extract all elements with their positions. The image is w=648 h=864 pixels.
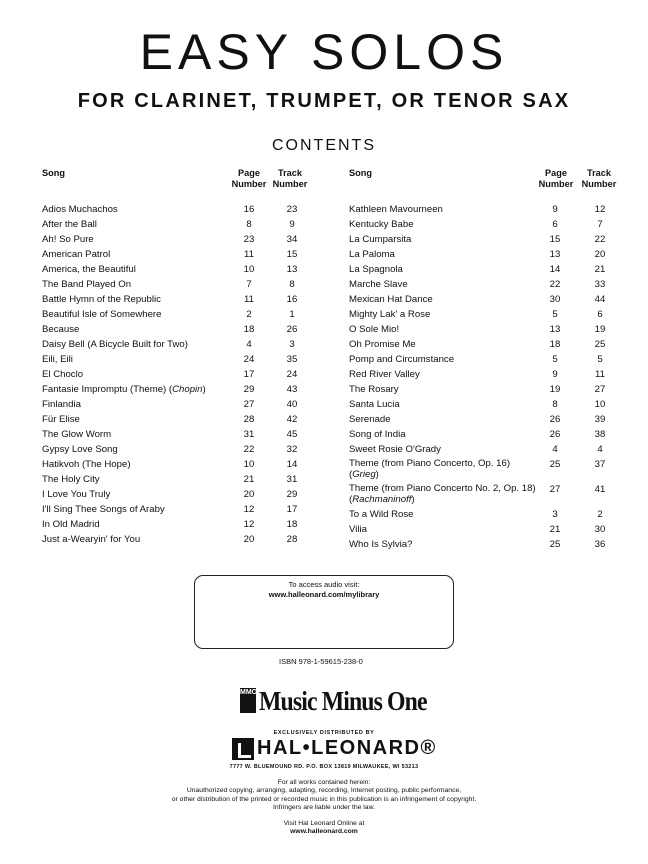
page-number: 30	[549, 294, 561, 305]
song-title: Mexican Hat Dance	[349, 294, 433, 305]
track-number: 27	[594, 384, 606, 395]
page-number: 20	[243, 534, 255, 545]
page-number: 21	[243, 474, 255, 485]
track-number: 30	[594, 524, 606, 535]
hal-leonard-logo-icon	[232, 738, 254, 760]
song-row	[42, 487, 312, 502]
song-row	[349, 337, 619, 352]
song-title: Finlandia	[42, 399, 81, 410]
mmo-logo-text: Music Minus One	[259, 686, 427, 716]
track-number: 13	[286, 264, 298, 275]
song-title: Just a-Wearyin' for You	[42, 534, 141, 545]
song-row	[349, 367, 619, 382]
book-title: EASY SOLOS	[139, 24, 509, 80]
page-number: 4	[552, 444, 558, 455]
track-number: 23	[286, 204, 298, 215]
song-row	[42, 247, 312, 262]
page-number: 13	[549, 249, 561, 260]
track-number: 35	[286, 354, 298, 365]
song-title: Daisy Bell (A Bicycle Built for Two)	[42, 339, 188, 350]
song-title: Who Is Sylvia?	[349, 539, 413, 550]
page-number: 17	[243, 369, 255, 380]
page-number: 20	[243, 489, 255, 500]
song-title: In Old Madrid	[42, 519, 100, 530]
song-title: The Band Played On	[42, 279, 132, 290]
song-row	[349, 397, 619, 412]
page-number: 9	[552, 369, 558, 380]
song-row	[349, 442, 619, 457]
song-title: I Love You Truly	[42, 489, 111, 500]
publisher-address: 7777 W. BLUEMOUND RD. P.O. BOX 13819 MILWAUKEE, WI 53213	[229, 764, 419, 770]
song-title: Oh Promise Me	[349, 339, 416, 350]
song-row	[42, 217, 312, 232]
page-number: 18	[243, 324, 255, 335]
song-title: Beautiful Isle of Somewhere	[42, 309, 162, 320]
page-number: 11	[244, 294, 254, 305]
track-number: 32	[286, 444, 298, 455]
song-row	[42, 382, 312, 397]
audio-access-box	[194, 575, 454, 649]
track-number: 8	[289, 279, 295, 290]
track-number: 9	[289, 219, 295, 230]
song-row	[349, 277, 619, 292]
song-title: Mighty Lak' a Rose	[349, 309, 431, 320]
track-number: 2	[597, 509, 603, 520]
song-row	[349, 292, 619, 307]
page-number-header: Page Number	[538, 168, 574, 189]
page-number: 22	[549, 279, 561, 290]
page-number: 4	[246, 339, 252, 350]
song-row	[42, 292, 312, 307]
page-number: 5	[552, 354, 558, 365]
track-number: 22	[594, 234, 606, 245]
song-row	[349, 217, 619, 232]
distributed-by: EXCLUSIVELY DISTRIBUTED BY	[273, 730, 375, 736]
song-title: The Rosary	[349, 384, 399, 395]
track-number: 45	[286, 429, 298, 440]
song-row	[42, 307, 312, 322]
track-number-header: Track Number	[272, 168, 308, 189]
track-number: 44	[594, 294, 606, 305]
visit-online	[0, 820, 648, 837]
song-title: La Cumparsita	[349, 234, 412, 245]
song-title: Kentucky Babe	[349, 219, 414, 230]
song-title: Pomp and Circumstance	[349, 354, 455, 365]
page-number: 26	[549, 414, 561, 425]
song-row	[42, 457, 312, 472]
hal-leonard-logo	[232, 737, 437, 762]
page-number: 28	[243, 414, 255, 425]
track-number: 24	[286, 369, 298, 380]
song-row	[42, 397, 312, 412]
track-number: 19	[594, 324, 606, 335]
copyright-notice	[0, 779, 648, 812]
song-row	[42, 427, 312, 442]
hal-leonard-logo-text: HAL•LEONARD®	[257, 737, 437, 759]
page-number: 11	[244, 249, 254, 260]
audio-access-text: To access audio visit:	[288, 580, 360, 589]
page-number: 13	[549, 324, 561, 335]
visit-url[interactable]: www.halleonard.com	[290, 828, 358, 836]
song-title: Song of India	[349, 429, 406, 440]
track-number: 34	[286, 234, 298, 245]
page-number: 18	[549, 339, 561, 350]
column-header	[42, 168, 312, 202]
song-title: Because	[42, 324, 80, 335]
track-number: 17	[286, 504, 298, 515]
song-title: American Patrol	[42, 249, 111, 260]
song-row	[42, 367, 312, 382]
page-number: 31	[243, 429, 255, 440]
track-number: 6	[597, 309, 603, 320]
page-number: 29	[243, 384, 255, 395]
page-number: 12	[243, 504, 255, 515]
song-row	[349, 247, 619, 262]
song-row	[42, 412, 312, 427]
track-number: 14	[286, 459, 298, 470]
page-number: 25	[549, 539, 561, 550]
song-title: After the Ball	[42, 219, 97, 230]
track-number: 39	[594, 414, 606, 425]
song-title: O Sole Mio!	[349, 324, 400, 335]
legal-line: Unauthorized copying, arranging, adapting, recording, Internet posting, public performance,	[186, 787, 462, 795]
page-number: 24	[243, 354, 255, 365]
song-title: Ah! So Pure	[42, 234, 94, 245]
song-row	[42, 502, 312, 517]
song-row	[349, 482, 619, 507]
song-title: I'll Sing Thee Songs of Araby	[42, 504, 165, 515]
page-number: 14	[549, 264, 561, 275]
song-title: Theme (from Piano Concerto No. 2, Op. 18) (Rachmaninoff)	[349, 483, 536, 505]
track-number: 33	[594, 279, 606, 290]
track-number: 42	[286, 414, 298, 425]
page-number: 6	[552, 219, 558, 230]
mmo-logo-icon: MMO	[240, 688, 256, 713]
song-title: La Spagnola	[349, 264, 403, 275]
song-row	[349, 382, 619, 397]
track-number: 5	[597, 354, 603, 365]
song-title: Santa Lucia	[349, 399, 400, 410]
page-number: 16	[243, 204, 255, 215]
visit-text: Visit Hal Leonard Online at	[283, 820, 365, 827]
track-number: 1	[289, 309, 295, 320]
song-title: Fantasie Impromptu (Theme) (Chopin)	[42, 384, 206, 395]
song-title: America, the Beautiful	[42, 264, 136, 275]
audio-access-url[interactable]: www.halleonard.com/mylibrary	[268, 590, 380, 599]
page-number: 27	[243, 399, 255, 410]
contents-column-right	[349, 168, 619, 552]
song-row	[42, 517, 312, 532]
track-number: 36	[594, 539, 606, 550]
song-row	[349, 412, 619, 427]
page-number: 10	[243, 264, 255, 275]
song-title: Eili, Eili	[42, 354, 73, 365]
page-number-header: Page Number	[231, 168, 267, 189]
song-row	[349, 507, 619, 522]
track-number: 18	[286, 519, 298, 530]
track-number: 10	[594, 399, 606, 410]
page-number: 10	[243, 459, 255, 470]
song-row	[42, 532, 312, 547]
song-row	[42, 472, 312, 487]
track-number: 28	[286, 534, 298, 545]
track-number: 7	[597, 219, 603, 230]
isbn: ISBN 978-1-59615-238-0	[279, 657, 363, 666]
page-number: 3	[552, 509, 558, 520]
page-number: 25	[549, 459, 561, 470]
page-number: 8	[552, 399, 558, 410]
song-title: Marche Slave	[349, 279, 408, 290]
song-row	[349, 457, 619, 482]
song-row	[349, 307, 619, 322]
track-number: 21	[594, 264, 606, 275]
song-title: The Holy City	[42, 474, 100, 485]
track-number: 43	[286, 384, 298, 395]
track-number: 11	[595, 369, 605, 380]
legal-line: For all works contained herein:	[277, 779, 371, 786]
song-row	[349, 522, 619, 537]
song-row	[349, 322, 619, 337]
track-number: 4	[597, 444, 603, 455]
page-number: 2	[246, 309, 252, 320]
song-title: Battle Hymn of the Republic	[42, 294, 161, 305]
legal-line: or other distribution of the printed or recorded music in this publication is an infringement of copyright.	[171, 795, 477, 803]
song-row	[349, 202, 619, 217]
song-title: Für Elise	[42, 414, 80, 425]
column-header	[349, 168, 619, 202]
song-title: Gypsy Love Song	[42, 444, 118, 455]
song-row	[349, 352, 619, 367]
song-row	[42, 262, 312, 277]
song-row	[349, 537, 619, 552]
song-row	[42, 277, 312, 292]
track-number-header: Track Number	[581, 168, 617, 189]
page-number: 27	[549, 484, 561, 495]
page-number: 15	[549, 234, 561, 245]
track-number: 37	[594, 459, 606, 470]
song-title: To a Wild Rose	[349, 509, 414, 520]
song-title: The Glow Worm	[42, 429, 112, 440]
page-number: 26	[549, 429, 561, 440]
track-number: 25	[594, 339, 606, 350]
page-number: 21	[549, 524, 561, 535]
track-number: 16	[286, 294, 298, 305]
page-number: 19	[549, 384, 561, 395]
song-row	[42, 322, 312, 337]
contents-column-left	[42, 168, 312, 547]
song-title: Sweet Rosie O'Grady	[349, 444, 441, 455]
song-row	[42, 352, 312, 367]
track-number: 38	[594, 429, 606, 440]
page-number: 12	[243, 519, 255, 530]
track-number: 3	[289, 339, 295, 350]
track-number: 12	[594, 204, 606, 215]
song-row	[42, 442, 312, 457]
song-title: Theme (from Piano Concerto, Op. 16) (Grieg)	[349, 458, 511, 480]
track-number: 20	[594, 249, 606, 260]
song-title: Serenade	[349, 414, 391, 425]
song-row	[349, 427, 619, 442]
song-title: Red River Valley	[349, 369, 420, 380]
song-title: Kathleen Mavourneen	[349, 204, 443, 215]
page-number: 5	[552, 309, 558, 320]
track-number: 40	[286, 399, 298, 410]
song-title: Vilia	[349, 524, 367, 535]
track-number: 26	[286, 324, 298, 335]
song-list-right	[349, 202, 619, 552]
song-row	[42, 202, 312, 217]
song-list-left	[42, 202, 312, 547]
track-number: 29	[286, 489, 298, 500]
page-number: 9	[552, 204, 558, 215]
page-number: 7	[246, 279, 252, 290]
page-number: 8	[246, 219, 252, 230]
book-subtitle: FOR CLARINET, TRUMPET, OR TENOR SAX	[77, 90, 571, 112]
song-row	[42, 232, 312, 247]
song-header: Song	[42, 168, 65, 178]
contents-heading: CONTENTS	[272, 137, 376, 154]
track-number: 31	[286, 474, 298, 485]
song-row	[349, 262, 619, 277]
song-header: Song	[349, 168, 372, 178]
track-number: 15	[286, 249, 298, 260]
song-title: Adios Muchachos	[42, 204, 118, 215]
song-title: Hatikvoh (The Hope)	[42, 459, 131, 470]
page-number: 22	[243, 444, 255, 455]
song-title: El Choclo	[42, 369, 84, 380]
song-row	[42, 337, 312, 352]
track-number: 41	[594, 484, 606, 495]
legal-line: Infringers are liable under the law.	[272, 803, 375, 811]
song-title: La Paloma	[349, 249, 395, 260]
song-row	[349, 232, 619, 247]
page-number: 23	[243, 234, 255, 245]
